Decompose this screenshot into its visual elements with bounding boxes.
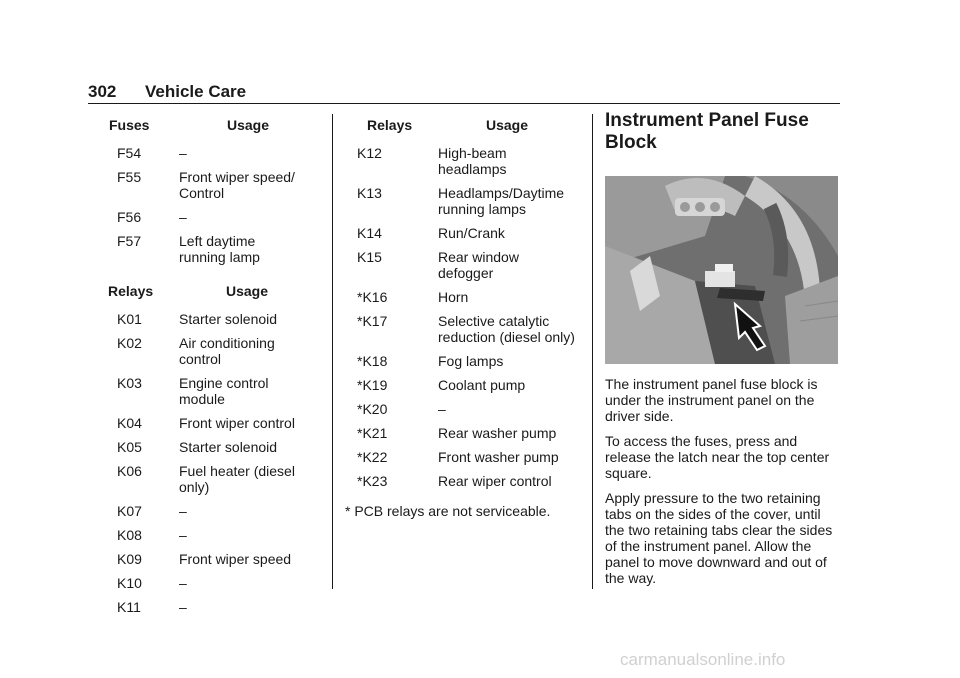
table-row (105, 375, 325, 407)
row-code: *K23 (357, 473, 388, 489)
row-usage: Air conditioning control (179, 335, 275, 367)
row-code: F54 (117, 145, 142, 161)
table-row (345, 473, 585, 489)
usage-header: Usage (486, 117, 529, 133)
row-usage: Fog lamps (438, 353, 504, 369)
paragraph-removal: Apply pressure to the two retaining tabs on the sides of the cover, until the two retaining tabs clear the sides of the instrument panel. Allow the panel to move downward and out of the way. (605, 490, 833, 586)
row-usage: Front washer pump (438, 449, 559, 465)
row-usage: Starter solenoid (179, 439, 278, 455)
row-usage: Left daytime running lamp (179, 233, 260, 265)
table-row (345, 353, 585, 369)
usage-header: Usage (227, 117, 270, 133)
relay-table-header (105, 283, 325, 299)
header-divider (88, 103, 840, 104)
row-code: K10 (117, 575, 142, 591)
table-row (345, 225, 585, 241)
table-row (105, 169, 325, 201)
table-row (105, 311, 325, 327)
row-code: K02 (117, 335, 142, 351)
fuse-block-section (605, 110, 840, 595)
fuse-block-location-photo (605, 176, 838, 364)
table-row (345, 313, 585, 345)
row-code: *K21 (357, 425, 388, 441)
row-code: K03 (117, 375, 142, 391)
page-number: 302 (88, 82, 117, 101)
table-row (345, 289, 585, 305)
row-usage: Selective catalytic reduction (diesel only) (438, 313, 575, 345)
row-usage: High-beam headlamps (438, 145, 507, 177)
row-usage: – (179, 599, 187, 615)
column-divider-1 (332, 114, 333, 589)
fuses-header: Fuses (109, 117, 150, 133)
table-row (105, 415, 325, 431)
row-usage: Horn (438, 289, 469, 305)
relays-header: Relays (367, 117, 413, 133)
row-usage: Fuel heater (diesel only) (179, 463, 295, 495)
usage-header: Usage (226, 283, 269, 299)
table-row (105, 575, 325, 591)
section-title: Vehicle Care (145, 82, 247, 101)
row-code: K12 (357, 145, 382, 161)
row-code: K04 (117, 415, 142, 431)
row-usage: – (179, 145, 187, 161)
table-row (105, 463, 325, 495)
page-header (88, 82, 840, 104)
row-usage: Engine control module (179, 375, 269, 407)
row-code: *K22 (357, 449, 388, 465)
row-code: K13 (357, 185, 382, 201)
table-row (345, 185, 585, 217)
row-usage: Starter solenoid (179, 311, 278, 327)
row-code: *K19 (357, 377, 388, 393)
row-code: K07 (117, 503, 142, 519)
paragraph-access: To access the fuses, press and release the latch near the top center square. (605, 433, 830, 481)
table-row (105, 527, 325, 543)
row-usage: Rear washer pump (438, 425, 557, 441)
row-code: K05 (117, 439, 142, 455)
table-row (345, 377, 585, 393)
table-row (345, 449, 585, 465)
row-usage: – (438, 401, 446, 417)
row-usage: – (179, 503, 187, 519)
column-divider-2 (592, 114, 593, 589)
table-row (345, 425, 585, 441)
table-row (105, 209, 325, 225)
fuse-table-header (105, 117, 325, 133)
fuse-relay-column-2 (345, 117, 585, 519)
row-code: F56 (117, 209, 142, 225)
section-heading: Instrument Panel Fuse Block (605, 110, 809, 153)
row-code: K09 (117, 551, 142, 567)
table-row (345, 249, 585, 281)
table-row (105, 551, 325, 567)
row-code: *K17 (357, 313, 388, 329)
table-row (345, 401, 585, 417)
row-code: K01 (117, 311, 142, 327)
row-code: K15 (357, 249, 382, 265)
table-row (105, 503, 325, 519)
row-code: K06 (117, 463, 142, 479)
row-usage: Rear window defogger (438, 249, 519, 281)
table-row (105, 599, 325, 615)
row-usage: Rear wiper control (438, 473, 552, 489)
row-code: F57 (117, 233, 142, 249)
watermark: carmanualsonline.info (620, 650, 786, 669)
row-usage: – (179, 527, 187, 543)
row-usage: – (179, 209, 187, 225)
row-code: K14 (357, 225, 382, 241)
row-code: K11 (117, 599, 141, 615)
row-usage: Run/Crank (438, 225, 505, 241)
row-usage: Front wiper control (179, 415, 295, 431)
table-row (105, 233, 325, 265)
row-usage: Front wiper speed (179, 551, 292, 567)
row-usage: Headlamps/Daytime running lamps (438, 185, 565, 217)
relays-header: Relays (108, 283, 154, 299)
table-row (105, 335, 325, 367)
row-code: F55 (117, 169, 142, 185)
paragraph-location: The instrument panel fuse block is under the instrument panel on the driver side. (605, 376, 818, 424)
footnote: * PCB relays are not serviceable. (345, 503, 551, 519)
table-row (345, 145, 585, 177)
row-code: *K20 (357, 401, 388, 417)
row-usage: Front wiper speed/ Control (179, 169, 295, 201)
row-code: *K18 (357, 353, 388, 369)
row-code: *K16 (357, 289, 388, 305)
row-usage: – (179, 575, 187, 591)
fuse-relay-column-1 (105, 117, 325, 623)
table-row (105, 439, 325, 455)
row-usage: Coolant pump (438, 377, 526, 393)
relay-table-header-2 (345, 117, 585, 133)
table-row (105, 145, 325, 161)
row-code: K08 (117, 527, 142, 543)
